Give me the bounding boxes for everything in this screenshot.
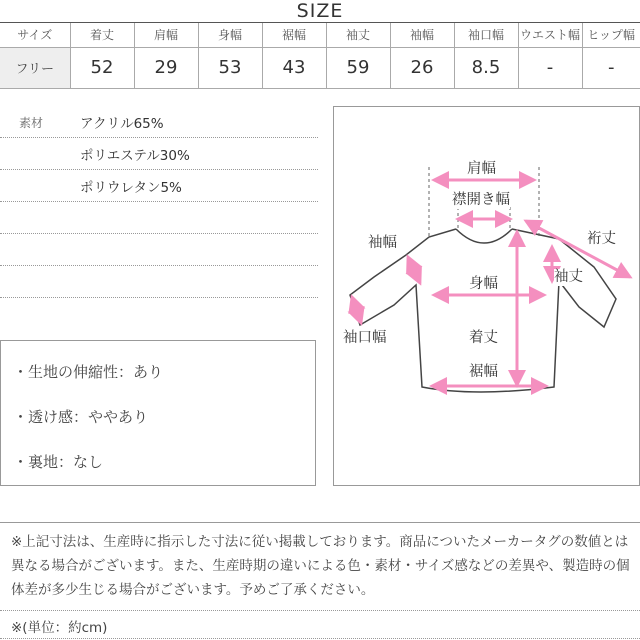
measurement-diagram: [333, 106, 640, 486]
stretch-property: ・生地の伸縮性：あり: [13, 363, 164, 381]
sheerness-property: ・透け感：ややあり: [13, 408, 149, 426]
cell-hem: 43: [262, 47, 326, 88]
header-size: サイズ: [0, 23, 70, 47]
cell-waist: -: [518, 47, 582, 88]
header-body-width: 身幅: [198, 23, 262, 47]
table-header-row: [0, 23, 640, 47]
divider: [0, 610, 640, 611]
disclaimer-text: ※上記寸法は、生産時に指示した寸法に従い掲載しております。商品についたメーカータグの数値とは異なる場合がございます。また、生産時期の違いによる色・素材・サイズ感などの差異や、製造時の個体差が多少生じる場合がございます。予めご了承ください。: [11, 534, 630, 598]
cell-cuff: 8.5: [454, 47, 518, 88]
material-value: ポリエステル30%: [80, 148, 190, 164]
size-table: [0, 23, 640, 89]
divider: [0, 638, 640, 639]
label-hem: 裾幅: [469, 364, 498, 380]
cell-size: フリー: [0, 47, 70, 88]
fabric-properties-box: [0, 340, 316, 486]
material-row: [0, 138, 318, 170]
divider: [0, 522, 640, 523]
material-row-empty: [0, 202, 318, 234]
header-hip: ヒップ幅: [582, 23, 640, 47]
label-cuff: 袖口幅: [343, 330, 387, 346]
unit-note: ※(単位：約cm): [11, 620, 108, 636]
header-shoulder: 肩幅: [134, 23, 198, 47]
lining-property: ・裏地：なし: [13, 453, 104, 471]
cell-length: 52: [70, 47, 134, 88]
label-length: 着丈: [469, 330, 498, 346]
material-value: アクリル65%: [80, 116, 164, 132]
header-hem: 裾幅: [262, 23, 326, 47]
header-waist: ウエスト幅: [518, 23, 582, 47]
material-row-empty: [0, 266, 318, 298]
label-sleeve-width: 袖幅: [368, 235, 397, 251]
label-sleeve-length: 袖丈: [554, 269, 583, 285]
material-value: ポリウレタン5%: [80, 180, 182, 196]
label-shoulder: 肩幅: [467, 161, 496, 177]
table-row: [0, 47, 640, 88]
cell-sleeve-width: 26: [390, 47, 454, 88]
size-title: SIZE: [296, 0, 344, 22]
material-row: [0, 106, 318, 138]
header-length: 着丈: [70, 23, 134, 47]
header-sleeve-length: 袖丈: [326, 23, 390, 47]
material-label: 素材: [19, 116, 44, 130]
header-cuff: 袖口幅: [454, 23, 518, 47]
cell-shoulder: 29: [134, 47, 198, 88]
label-yuki: 裄丈: [587, 231, 616, 247]
label-neck: 襟開き幅: [452, 192, 510, 208]
header-sleeve-width: 袖幅: [390, 23, 454, 47]
material-row-empty: [0, 234, 318, 266]
cell-body-width: 53: [198, 47, 262, 88]
material-section: [0, 106, 318, 298]
label-body-width: 身幅: [469, 276, 498, 292]
cell-hip: -: [582, 47, 640, 88]
cell-sleeve-length: 59: [326, 47, 390, 88]
material-row: [0, 170, 318, 202]
